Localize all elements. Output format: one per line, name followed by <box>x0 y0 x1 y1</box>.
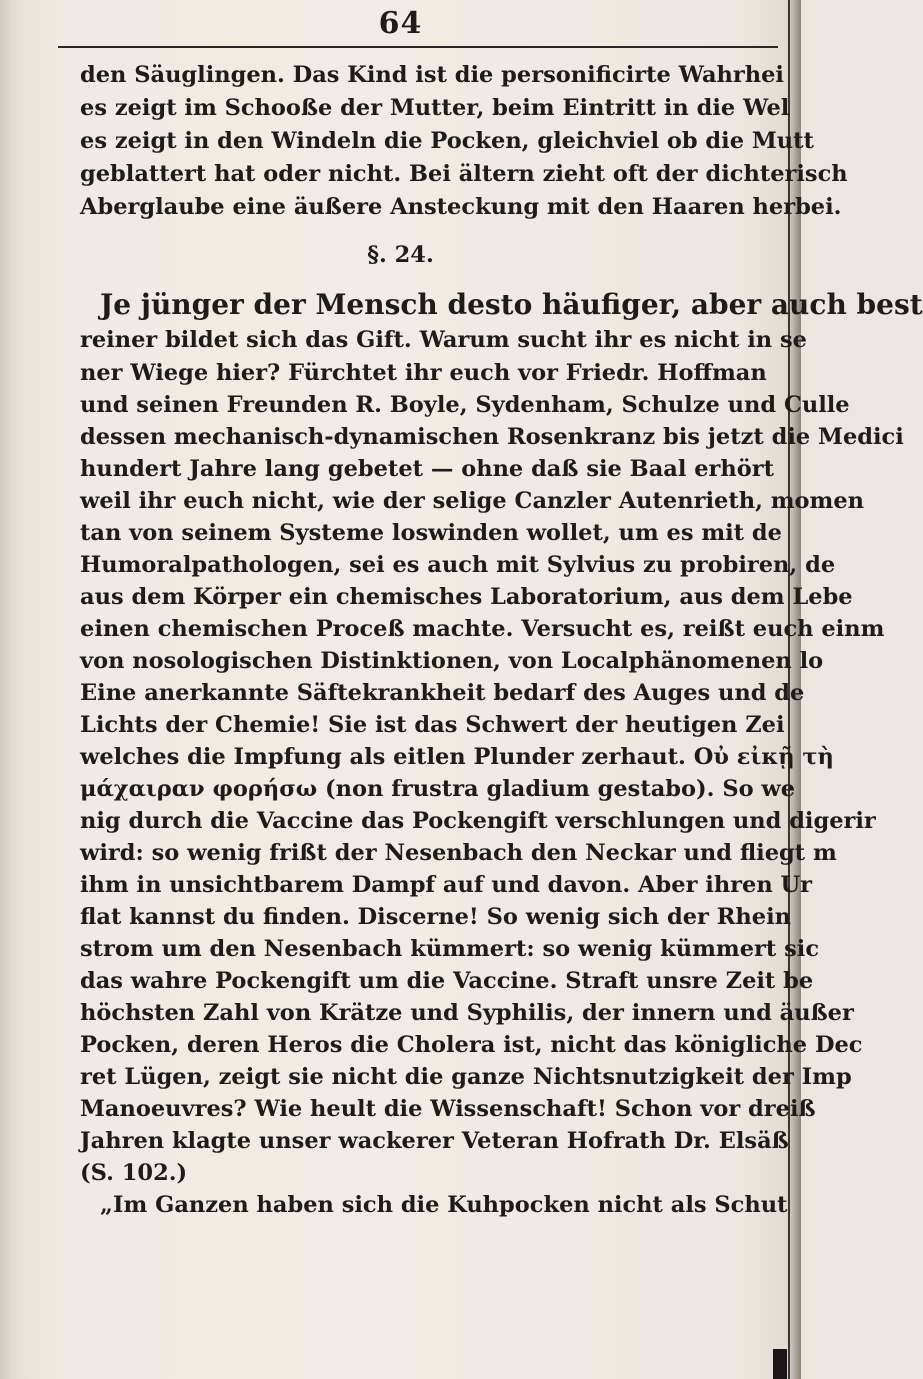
section-heading: §. 24. <box>367 242 434 268</box>
text-line: ner Wiege hier? Fürchtet ihr euch vor Friedr. Hoffman <box>80 360 767 386</box>
text-line: aus dem Körper ein chemisches Laboratorium, aus dem Lebe <box>80 584 853 610</box>
text-line: welches die Impfung als eitlen Plunder zerhaut. Οὐ εἰκῇ τὴ <box>80 744 834 770</box>
text-line: Aberglaube eine äußere Ansteckung mit den Haaren herbei. <box>80 194 842 220</box>
page-number: 64 <box>378 6 423 41</box>
text-line: von nosologischen Distinktionen, von Localphänomenen lo <box>80 648 824 674</box>
text-line: höchsten Zahl von Krätze und Syphilis, der innern und äußer <box>80 1000 854 1026</box>
text-line: Lichts der Chemie! Sie ist das Schwert der heutigen Zei <box>80 712 785 738</box>
text-line: geblattert hat oder nicht. Bei ältern zieht oft der dichterisch <box>80 161 848 187</box>
text-line: Je jünger der Mensch desto häufiger, aber auch best <box>100 288 923 321</box>
text-line: hundert Jahre lang gebetet — ohne daß sie Baal erhört <box>80 456 775 482</box>
text-line: das wahre Pockengift um die Vaccine. Straft unsre Zeit be <box>80 968 814 994</box>
text-line: tan von seinem Systeme loswinden wollet, um es mit de <box>80 520 782 546</box>
text-line: Manoeuvres? Wie heult die Wissenschaft! Schon vor dreiß <box>80 1096 816 1122</box>
text-line: nig durch die Vaccine das Pockengift verschlungen und digerir <box>80 808 876 834</box>
text-line: es zeigt in den Windeln die Pocken, gleichviel ob die Mutt <box>80 128 814 154</box>
text-line: wird: so wenig frißt der Nesenbach den Neckar und fliegt m <box>80 840 837 866</box>
text-line: ret Lügen, zeigt sie nicht die ganze Nichtsnutzigkeit der Imp <box>80 1064 852 1090</box>
text-line: „Im Ganzen haben sich die Kuhpocken nicht als Schut <box>100 1192 788 1218</box>
text-line: weil ihr euch nicht, wie der selige Canzler Autenrieth, momen <box>80 488 865 514</box>
text-line: den Säuglingen. Das Kind ist die personificirte Wahrhei <box>80 62 784 88</box>
text-line: reiner bildet sich das Gift. Warum sucht ihr es nicht in se <box>80 327 807 353</box>
text-line: Jahren klagte unser wackerer Veteran Hofrath Dr. Elsäß <box>80 1128 789 1154</box>
text-line: Eine anerkannte Säftekrankheit bedarf des Auges und de <box>80 680 805 706</box>
text-line: Humoralpathologen, sei es auch mit Sylvius zu probiren, de <box>80 552 836 578</box>
text-line: strom um den Nesenbach kümmert: so wenig kümmert sic <box>80 936 820 962</box>
text-line: (S. 102.) <box>80 1160 188 1186</box>
text-line: ihm in unsichtbarem Dampf auf und davon. Aber ihren Ur <box>80 872 813 898</box>
text-line: Pocken, deren Heros die Cholera ist, nicht das königliche Dec <box>80 1032 863 1058</box>
text-line: dessen mechanisch-dynamischen Rosenkranz bis jetzt die Medici <box>80 424 904 450</box>
text-line: und seinen Freunden R. Boyle, Sydenham, Schulze und Culle <box>80 392 850 418</box>
text-line: μάχαιραν φορήσω (non frustra gladium gestabo). So we <box>80 776 796 802</box>
text-line: es zeigt im Schooße der Mutter, beim Eintritt in die Wel <box>80 95 790 121</box>
text-line: flat kannst du finden. Discerne! So wenig sich der Rhein <box>80 904 792 930</box>
text-line: einen chemischen Proceß machte. Versucht es, reißt euch einm <box>80 616 885 642</box>
